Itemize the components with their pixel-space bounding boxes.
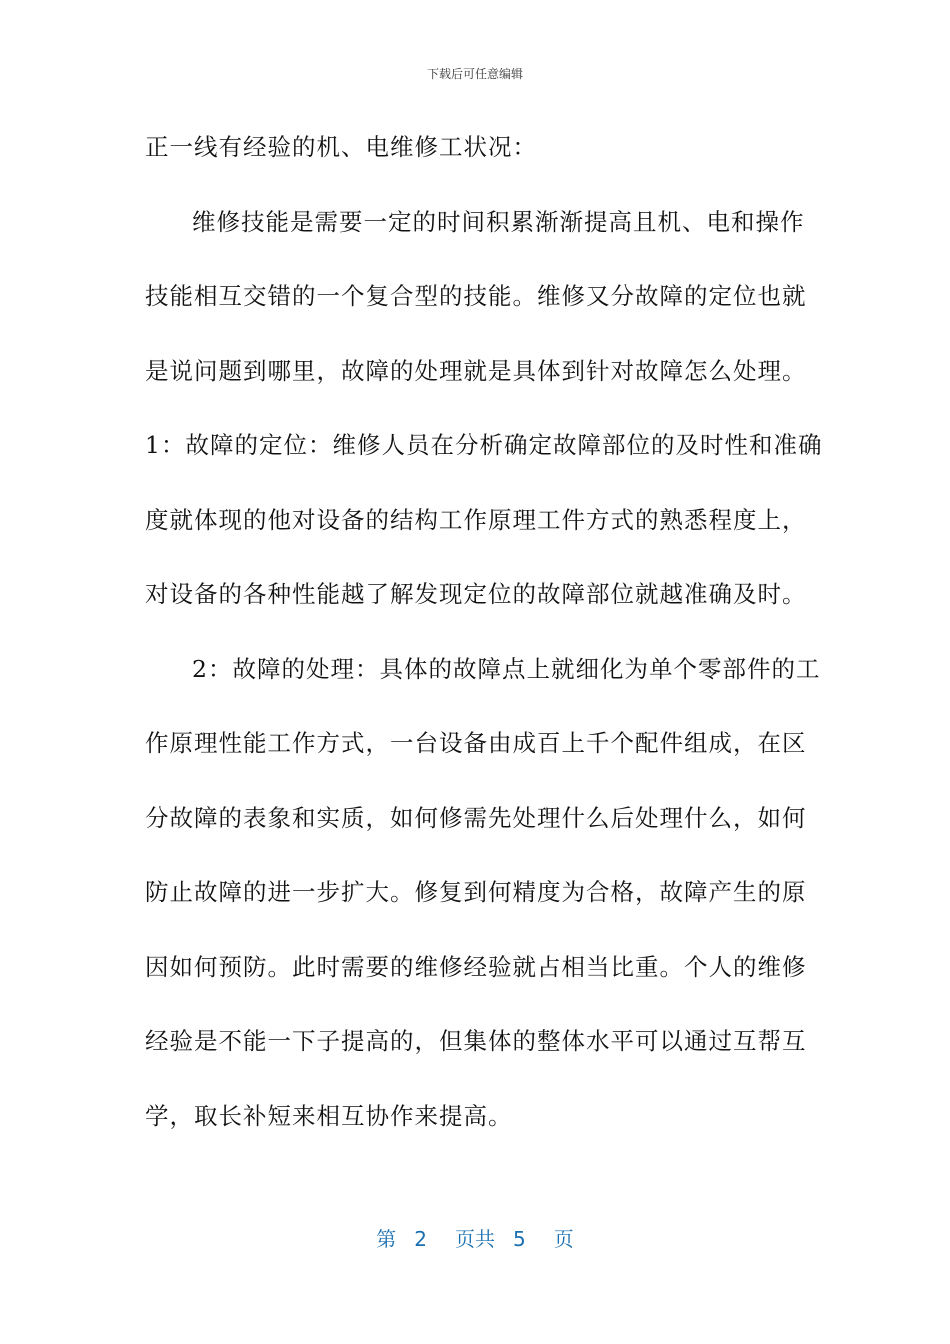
document-body bbox=[145, 120, 823, 1163]
text-line: 作原理性能工作方式，一台设备由成百上千个配件组成，在区 bbox=[145, 729, 807, 757]
text-line: 1：故障的定位：维修人员在分析确定故障部位的及时性和准确 bbox=[145, 431, 823, 459]
text-line: 学，取长补短来相互协作来提高。 bbox=[145, 1101, 513, 1130]
footer-prefix: 第 bbox=[376, 1227, 397, 1251]
text-line: 度就体现的他对设备的结构工作原理工件方式的熟悉程度上， bbox=[145, 505, 807, 534]
text-line: 经验是不能一下子提高的，但集体的整体水平可以通过互帮互 bbox=[145, 1027, 807, 1055]
text-line: 技能相互交错的一个复合型的技能。维修又分故障的定位也就 bbox=[145, 282, 807, 310]
total-pages-number: 5 bbox=[513, 1227, 526, 1251]
text-line: 防止故障的进一步扩大。修复到何精度为合格，故障产生的原 bbox=[145, 878, 807, 906]
text-line: 2：故障的处理：具体的故障点上就细化为单个零部件的工 bbox=[192, 654, 821, 683]
text-line: 分故障的表象和实质，如何修需先处理什么后处理什么，如何 bbox=[145, 803, 807, 832]
text-line: 对设备的各种性能越了解发现定位的故障部位就越准确及时。 bbox=[145, 580, 807, 608]
footer-middle: 页共 bbox=[455, 1227, 495, 1251]
current-page-number: 2 bbox=[414, 1227, 427, 1251]
header-note: 下载后可任意编辑 bbox=[426, 67, 523, 81]
footer-suffix: 页 bbox=[553, 1227, 574, 1251]
text-line: 正一线有经验的机、电维修工状况： bbox=[145, 133, 537, 161]
text-line: 是说问题到哪里，故障的处理就是具体到针对故障怎么处理。 bbox=[145, 356, 807, 385]
page-footer bbox=[0, 1226, 950, 1252]
text-line: 维修技能是需要一定的时间积累渐渐提高且机、电和操作 bbox=[192, 207, 805, 236]
text-line: 因如何预防。此时需要的维修经验就占相当比重。个人的维修 bbox=[145, 952, 807, 981]
